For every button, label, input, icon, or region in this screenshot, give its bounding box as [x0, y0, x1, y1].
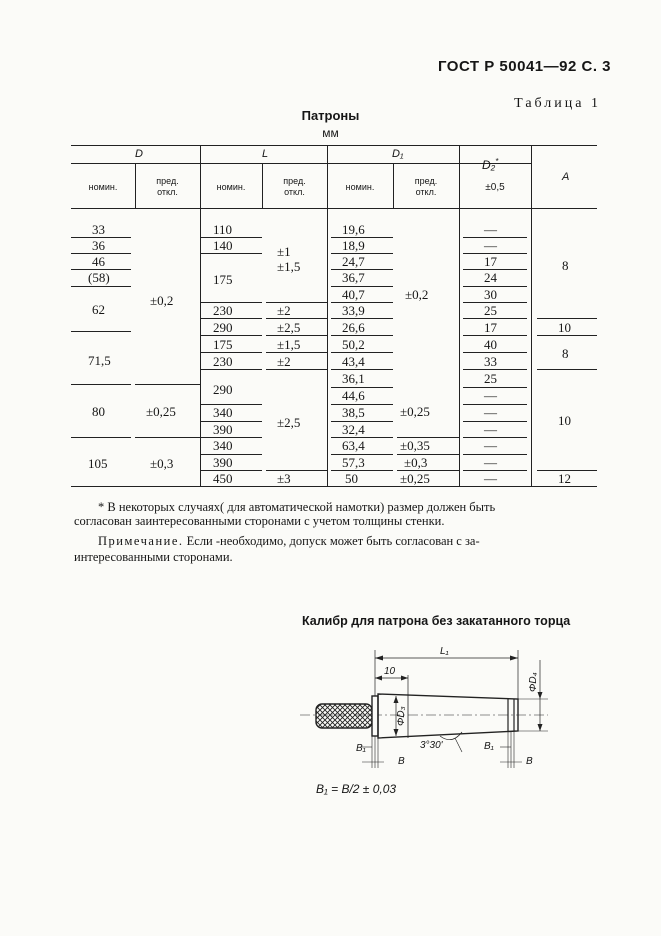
a-cell: 12 — [558, 471, 571, 486]
d1-nom-cell: 44,6 — [342, 388, 365, 403]
subheader-D-nom: номин. — [88, 182, 118, 192]
header-L: L — [262, 148, 269, 160]
angle-arc — [440, 732, 462, 740]
d2-cell: — — [484, 222, 497, 237]
label-angle: 3°30' — [420, 740, 443, 751]
header-D: D — [135, 148, 143, 160]
d1-dev-cell: ±0,25 — [400, 471, 430, 486]
d-dev-cell: ±0,3 — [150, 456, 174, 471]
d1-nom-cell: 18,9 — [342, 238, 365, 253]
d1-nom-cell: 63,4 — [342, 438, 365, 453]
d-nom-cell: 62 — [92, 302, 105, 317]
d2-cell: 25 — [484, 371, 497, 386]
d-nom-cell: 36 — [92, 238, 105, 253]
remark-line-2: интересованными сторонами. — [74, 550, 233, 564]
d1-nom-cell: 36,1 — [342, 371, 365, 386]
label-10: 10 — [384, 666, 396, 677]
d1-nom-cell: 36,7 — [342, 270, 365, 285]
l-nom-cell: 340 — [213, 438, 233, 453]
l-dev-cell: ±2 — [277, 354, 291, 369]
l-nom-cell: 450 — [213, 471, 233, 486]
remark-label: Примечание. — [98, 534, 184, 548]
d1-nom-cell: 32,4 — [342, 422, 365, 437]
l-nom-cell: 230 — [213, 303, 233, 318]
label-B-left: B — [398, 756, 405, 767]
header-D2: D₂* — [482, 157, 499, 172]
l-nom-cell: 175 — [213, 272, 233, 287]
d1-nom-cell: 43,4 — [342, 354, 365, 369]
d1-nom-cell: 50 — [345, 471, 358, 486]
l-dev-cell: ±1,5 — [277, 337, 301, 352]
l-nom-cell: 390 — [213, 455, 233, 470]
d-nom-cell: (58) — [88, 270, 110, 285]
d-dev-cell: ±0,25 — [146, 404, 176, 419]
l-nom-cell: 230 — [213, 354, 233, 369]
d2-cell: — — [484, 455, 497, 470]
l-dev-cell: ±1 — [277, 244, 291, 259]
a-cell: 10 — [558, 320, 571, 335]
table-label: Таблица 1 — [514, 96, 601, 111]
d2-cell: — — [484, 422, 497, 437]
d1-nom-cell: 57,3 — [342, 455, 365, 470]
formula-B1: B₁ = B/2 ± 0,03 — [316, 782, 397, 796]
d-dev-cell: ±0,2 — [150, 293, 174, 308]
d2-cell: 24 — [484, 270, 497, 285]
table-unit: мм — [322, 126, 339, 140]
d1-dev-cell: ±0,25 — [400, 404, 430, 419]
label-B1-left: B₁ — [356, 743, 366, 754]
d-nom-cell: 71,5 — [88, 353, 111, 368]
table-caption: Патроны — [301, 108, 360, 123]
header-A: A — [562, 171, 570, 183]
subheader-D1-dev: пред. откл. — [414, 176, 438, 197]
label-D4: ΦD₄ — [528, 672, 539, 692]
d2-cell: 30 — [484, 287, 497, 302]
d1-dev-cell: ±0,3 — [404, 455, 428, 470]
l-nom-cell: 390 — [213, 422, 233, 437]
l-dev-cell: ±3 — [277, 471, 291, 486]
header-D2-tolerance: ±0,5 — [485, 182, 505, 193]
d1-nom-cell: 38,5 — [342, 405, 365, 420]
footnote-line-1: * В некоторых случаях( для автоматической намотки) размер должен быть — [98, 500, 496, 514]
remark-line-1: Примечание. Если -необходимо, допуск может быть согласован с за- — [98, 534, 480, 548]
d1-nom-cell: 33,9 — [342, 303, 365, 318]
label-L1: L₁ — [440, 646, 449, 657]
d2-cell: 25 — [484, 303, 497, 318]
header-D1: D₁ — [392, 148, 404, 160]
label-B1-right: B₁ — [484, 741, 494, 752]
l-dev-cell: ±2 — [277, 303, 291, 318]
d-nom-cell: 105 — [88, 456, 108, 471]
subheader-D-dev: пред. откл. — [156, 176, 179, 197]
d2-cell: 17 — [484, 320, 497, 335]
subheader-L-dev: пред. откл. — [283, 176, 306, 197]
d2-cell: — — [484, 438, 497, 453]
a-cell: 8 — [562, 258, 569, 273]
knurled-handle — [316, 704, 372, 728]
subheader-D1-nom: номин. — [345, 182, 375, 192]
l-nom-cell: 140 — [213, 238, 233, 253]
d2-cell: 40 — [484, 337, 497, 352]
label-D3: ΦD₃ — [396, 706, 407, 726]
l-dev-cell: ±1,5 — [277, 259, 301, 274]
l-nom-cell: 290 — [213, 382, 233, 397]
d-nom-cell: 46 — [92, 254, 105, 269]
drawing-title: Калибр для патрона без закатанного торца — [302, 614, 571, 628]
d2-cell: — — [484, 388, 497, 403]
d-nom-cell: 33 — [92, 222, 105, 237]
l-nom-cell: 290 — [213, 320, 233, 335]
d1-nom-cell: 24,7 — [342, 254, 365, 269]
d2-cell: — — [484, 405, 497, 420]
l-dev-cell: ±2,5 — [277, 415, 301, 430]
l-nom-cell: 110 — [213, 222, 233, 237]
gauge-collar — [372, 696, 378, 736]
d1-dev-cell: ±0,35 — [400, 438, 430, 453]
document-header: ГОСТ Р 50041—92 С. 3 — [437, 58, 611, 75]
d1-nom-cell: 40,7 — [342, 287, 365, 302]
l-nom-cell: 340 — [213, 405, 233, 420]
d2-cell: 33 — [484, 354, 497, 369]
d1-nom-cell: 50,2 — [342, 337, 365, 352]
a-cell: 8 — [562, 346, 569, 361]
d1-nom-cell: 19,6 — [342, 222, 365, 237]
l-nom-cell: 175 — [213, 337, 233, 352]
d2-cell: — — [484, 238, 497, 253]
a-cell: 10 — [558, 413, 571, 428]
d1-nom-cell: 26,6 — [342, 320, 365, 335]
footnote-line-2: согласован заинтересованными сторонами с учетом толщины стенки. — [74, 514, 445, 528]
d-nom-cell: 80 — [92, 404, 105, 419]
l-dev-cell: ±2,5 — [277, 320, 301, 335]
d2-cell: 17 — [484, 254, 497, 269]
d1-dev-cell: ±0,2 — [405, 287, 429, 302]
d2-cell: — — [484, 471, 497, 486]
subheader-L-nom: номин. — [216, 182, 246, 192]
label-B-right: B — [526, 756, 533, 767]
